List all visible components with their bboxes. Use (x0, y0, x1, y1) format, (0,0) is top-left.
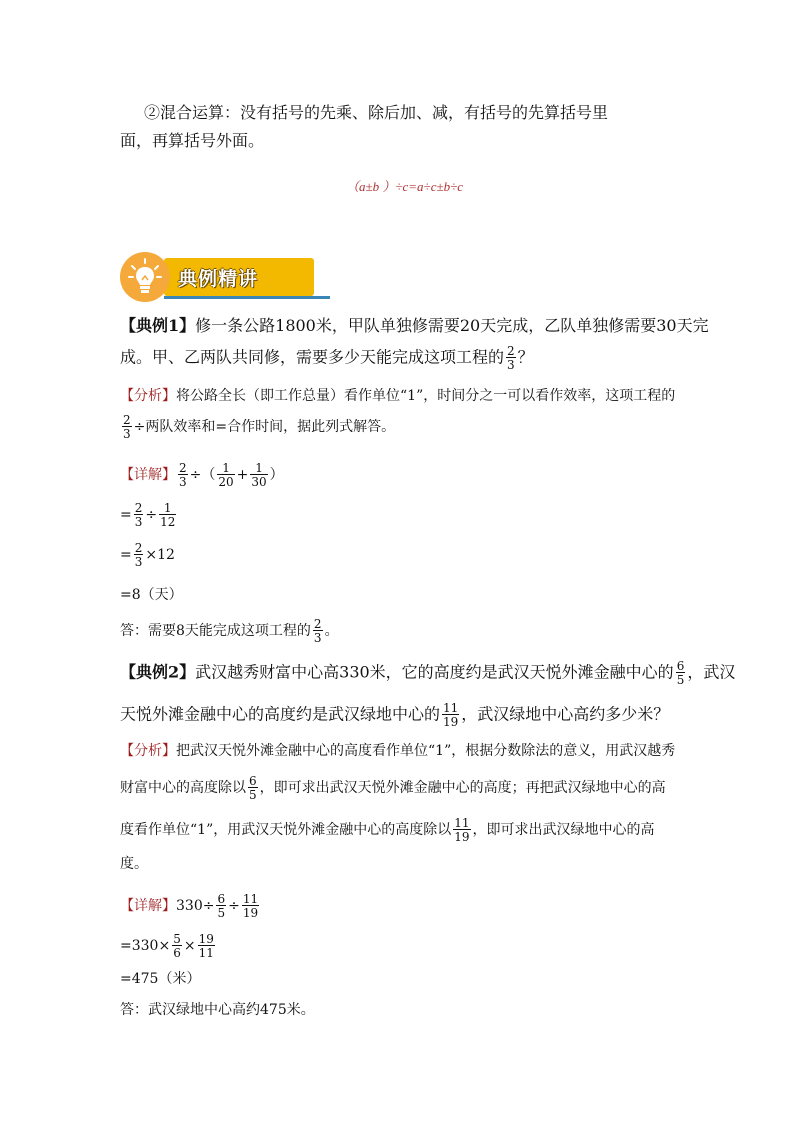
fraction (216, 893, 226, 919)
fraction-denominator: 12 (160, 515, 176, 529)
operator: 330÷ (176, 898, 215, 914)
fraction-numerator: 6 (249, 774, 257, 788)
example2-analysis-line-4: 度。 (120, 856, 148, 872)
example2-analysis-line-3 (120, 817, 655, 843)
fraction-denominator: 19 (242, 906, 259, 920)
example1-q2-end: ？ (517, 347, 534, 367)
fraction-denominator: 11 (198, 946, 214, 960)
fraction-numerator: 2 (134, 541, 143, 555)
fraction (248, 775, 258, 801)
fraction-numerator: 2 (134, 501, 143, 515)
fraction-denominator: 19 (454, 830, 470, 844)
example2-detail-line-2 (120, 933, 217, 959)
example1-detail-line-4: =8（天） (120, 587, 183, 603)
fraction-numerator: 2 (123, 413, 131, 427)
example1-question-line-1 (120, 318, 709, 334)
section-banner (120, 252, 330, 302)
fraction-denominator: 6 (173, 946, 181, 960)
example2-q2: 天悦外滩金融中心的高度约是武汉绿地中心的 (120, 704, 441, 724)
fraction-numerator: 6 (676, 659, 685, 673)
analysis-text: 将公路全长（即工作总量）看作单位“1”，时间分之一可以看作效率，这项工程的 (176, 388, 676, 404)
fraction-denominator: 3 (507, 358, 515, 372)
example1-tag: 【典例1】 (120, 316, 196, 335)
example1-q1: 修一条公路1800米，甲队单独修需要20天完成，乙队单独修需要30天完 (195, 316, 709, 335)
intro-line-2: 面，再算括号外面。 (120, 131, 265, 150)
fraction-numerator: 11 (443, 701, 459, 715)
detail-tag: 【详解】 (120, 898, 176, 914)
fraction (506, 345, 516, 371)
operator: ） (269, 467, 284, 483)
fraction (442, 702, 459, 728)
fraction-numerator: 11 (454, 816, 470, 830)
fraction (178, 462, 188, 488)
fraction-denominator: 3 (313, 631, 322, 645)
banner-underline (164, 296, 330, 299)
operator: ÷ (145, 507, 158, 523)
fraction-numerator: 11 (242, 892, 259, 906)
fraction-numerator: 2 (179, 461, 187, 475)
fraction (198, 933, 215, 959)
example2-q1-end: ，武汉 (687, 662, 736, 682)
example2-detail-line-3: =475（米） (120, 971, 201, 987)
example1-analysis-line-1 (120, 389, 675, 403)
analysis-tag: 【分析】 (120, 388, 176, 404)
example2-analysis-line-2 (120, 775, 666, 801)
intro-line-1: ②混合运算：没有括号的先乘、除后加、减，有括号的先算括号里 (144, 103, 609, 122)
fraction-numerator: 19 (198, 932, 214, 946)
fraction-denominator: 3 (134, 555, 143, 569)
example2-detail-line-1 (120, 893, 261, 919)
fraction-denominator: 20 (218, 475, 234, 489)
example2-q1: 武汉越秀财富中心高330米，它的高度约是武汉天悦外滩金融中心的 (195, 662, 674, 682)
example1-analysis-line-2 (120, 414, 395, 440)
example2-answer: 答：武汉绿地中心高约475米。 (120, 1002, 315, 1018)
answer-text: 答：需要8天能完成这项工程的 (120, 623, 311, 639)
fraction-numerator: 6 (217, 892, 226, 906)
analysis-text: ，即可求出武汉绿地中心的高 (472, 822, 655, 838)
fraction (217, 462, 234, 488)
example2-tag: 【典例2】 (120, 662, 196, 682)
analysis-tag: 【分析】 (120, 743, 176, 759)
fraction (313, 618, 323, 644)
operator: ×12 (145, 547, 175, 563)
example2-q2-end: ，武汉绿地中心高约多少米？ (461, 704, 670, 724)
example2-question-line-2 (120, 702, 669, 728)
fraction-denominator: 19 (443, 715, 459, 729)
fraction (134, 542, 144, 568)
fraction-numerator: 2 (507, 344, 515, 358)
banner-label: 典例精讲 (178, 268, 259, 290)
fraction-numerator: 2 (313, 617, 322, 631)
analysis-text: 财富中心的高度除以 (120, 780, 246, 796)
operator: =330× (120, 938, 171, 954)
fraction-denominator: 5 (249, 788, 257, 802)
analysis-text: 把武汉天悦外滩金融中心的高度看作单位“1”，根据分数除法的意义，用武汉越秀 (176, 743, 676, 759)
example1-detail-line-3 (120, 542, 175, 568)
analysis-text: ÷两队效率和=合作时间，据此列式解答。 (133, 419, 396, 435)
example1-detail-line-2 (120, 502, 178, 528)
answer-end: 。 (324, 623, 339, 639)
fraction (134, 502, 144, 528)
fraction (676, 660, 686, 686)
fraction-denominator: 30 (251, 475, 267, 489)
operator: ÷（ (189, 467, 216, 483)
lightbulb-icon (128, 258, 162, 296)
fraction (250, 462, 267, 488)
equals: = (120, 547, 132, 563)
example1-detail-line-1 (120, 462, 284, 488)
example1-answer (120, 618, 339, 644)
example1-q2-text: 成。甲、乙两队共同修，需要多少天能完成这项工程的 (120, 347, 505, 367)
fraction-denominator: 5 (217, 906, 226, 920)
fraction-denominator: 3 (134, 515, 143, 529)
analysis-text: ，即可求出武汉天悦外滩金融中心的高度；再把武汉绿地中心的高 (259, 780, 666, 796)
fraction-denominator: 3 (179, 475, 187, 489)
example1-question-line-2 (120, 345, 534, 371)
fraction (172, 933, 182, 959)
fraction-numerator: 1 (222, 461, 230, 475)
fraction-numerator: 5 (173, 932, 181, 946)
equals: = (120, 507, 132, 523)
fraction (453, 817, 470, 843)
operator: ÷ (228, 898, 240, 914)
operator: + (236, 467, 249, 483)
operator: × (183, 938, 196, 954)
example2-analysis-line-1 (120, 744, 675, 758)
analysis-text: 度看作单位“1”，用武汉天悦外滩金融中心的高度除以 (120, 822, 452, 838)
fraction-denominator: 5 (676, 673, 685, 687)
detail-tag: 【详解】 (120, 467, 176, 483)
fraction (159, 502, 176, 528)
fraction-denominator: 3 (123, 427, 131, 441)
formula: （a±b ）÷c=a÷c±b÷c (346, 179, 464, 194)
fraction (242, 893, 259, 919)
fraction-numerator: 1 (255, 461, 263, 475)
fraction-numerator: 1 (163, 501, 172, 515)
example2-question-line-1 (120, 660, 735, 686)
fraction (122, 414, 132, 440)
